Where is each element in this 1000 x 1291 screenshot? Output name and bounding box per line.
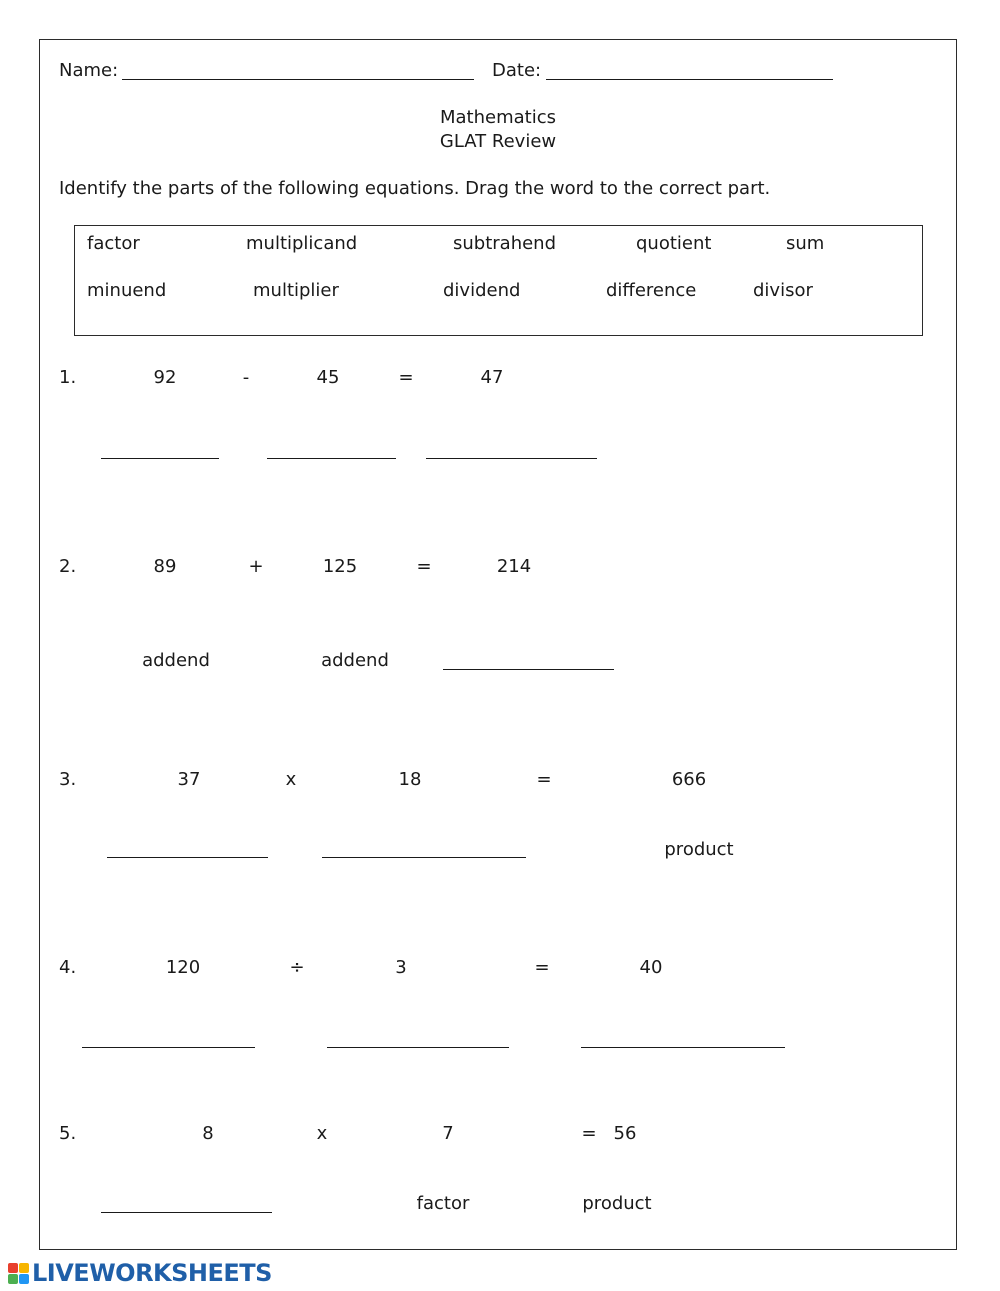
problem-3-answer-result[interactable]: product <box>664 839 734 860</box>
subject-heading: Mathematics <box>440 107 556 128</box>
problem-5-number: 5. <box>59 1123 77 1144</box>
problem-5-term-a: 8 <box>202 1123 214 1144</box>
problem-2-operator: + <box>248 556 264 577</box>
problem-5-result: 56 <box>613 1123 637 1144</box>
word-minuend[interactable]: minuend <box>87 280 167 301</box>
instructions: Identify the parts of the following equations. Drag the word to the correct part. <box>59 178 771 199</box>
word-subtrahend[interactable]: subtrahend <box>453 233 557 254</box>
problem-3-term-b: 18 <box>398 769 422 790</box>
problem-3-blank-b[interactable] <box>322 857 526 858</box>
word-difference[interactable]: difference <box>606 280 697 301</box>
problem-2-equals: = <box>416 556 432 577</box>
problem-3-term-a: 37 <box>177 769 201 790</box>
problem-4-result: 40 <box>639 957 663 978</box>
name-field[interactable] <box>122 79 474 80</box>
problem-1-equals: = <box>398 367 414 388</box>
problem-4-operator: ÷ <box>289 957 305 978</box>
date-label: Date: <box>492 60 542 81</box>
problem-4-equals: = <box>534 957 550 978</box>
problem-3-equals: = <box>536 769 552 790</box>
problem-1-blank-result[interactable] <box>426 458 597 459</box>
problem-4-blank-b[interactable] <box>327 1047 509 1048</box>
word-multiplier[interactable]: multiplier <box>253 280 339 301</box>
problem-2-result: 214 <box>496 556 532 577</box>
problem-5-answer-b[interactable]: factor <box>416 1193 470 1214</box>
page-title: GLAT Review <box>439 131 557 152</box>
problem-1-number: 1. <box>59 367 77 388</box>
problem-4-term-b: 3 <box>395 957 407 978</box>
problem-5-term-b: 7 <box>442 1123 454 1144</box>
problem-2-term-a: 89 <box>153 556 177 577</box>
word-divisor[interactable]: divisor <box>753 280 813 301</box>
problem-5-equals: = <box>581 1123 597 1144</box>
problem-3-result: 666 <box>671 769 707 790</box>
word-multiplicand[interactable]: multiplicand <box>246 233 358 254</box>
problem-1-blank-b[interactable] <box>267 458 396 459</box>
problem-1-term-b: 45 <box>316 367 340 388</box>
problem-2-answer-b[interactable]: addend <box>321 650 389 671</box>
problem-4-term-a: 120 <box>165 957 201 978</box>
logo-text: LIVEWORKSHEETS <box>32 1259 272 1287</box>
problem-2-answer-a[interactable]: addend <box>142 650 210 671</box>
name-label: Name: <box>59 60 119 81</box>
problem-2-number: 2. <box>59 556 77 577</box>
problem-3-blank-a[interactable] <box>107 857 268 858</box>
problem-3-number: 3. <box>59 769 77 790</box>
problem-1-blank-a[interactable] <box>101 458 219 459</box>
problem-3-operator: x <box>285 769 297 790</box>
problem-1-result: 47 <box>480 367 504 388</box>
problem-5-blank-a[interactable] <box>101 1212 272 1213</box>
problem-5-operator: x <box>316 1123 328 1144</box>
problem-4-number: 4. <box>59 957 77 978</box>
word-factor[interactable]: factor <box>87 233 140 254</box>
problem-2-term-b: 125 <box>322 556 358 577</box>
problem-2-blank-result[interactable] <box>443 669 614 670</box>
word-quotient[interactable]: quotient <box>636 233 712 254</box>
problem-4-blank-a[interactable] <box>82 1047 255 1048</box>
problem-1-term-a: 92 <box>153 367 177 388</box>
word-dividend[interactable]: dividend <box>443 280 521 301</box>
date-field[interactable] <box>546 79 833 80</box>
liveworksheets-logo <box>8 1258 272 1288</box>
problem-4-blank-result[interactable] <box>581 1047 785 1048</box>
word-sum[interactable]: sum <box>786 233 825 254</box>
worksheet-border <box>39 39 957 1250</box>
logo-blocks-icon <box>8 1263 29 1284</box>
problem-1-operator: - <box>242 367 250 388</box>
problem-5-answer-result[interactable]: product <box>582 1193 652 1214</box>
